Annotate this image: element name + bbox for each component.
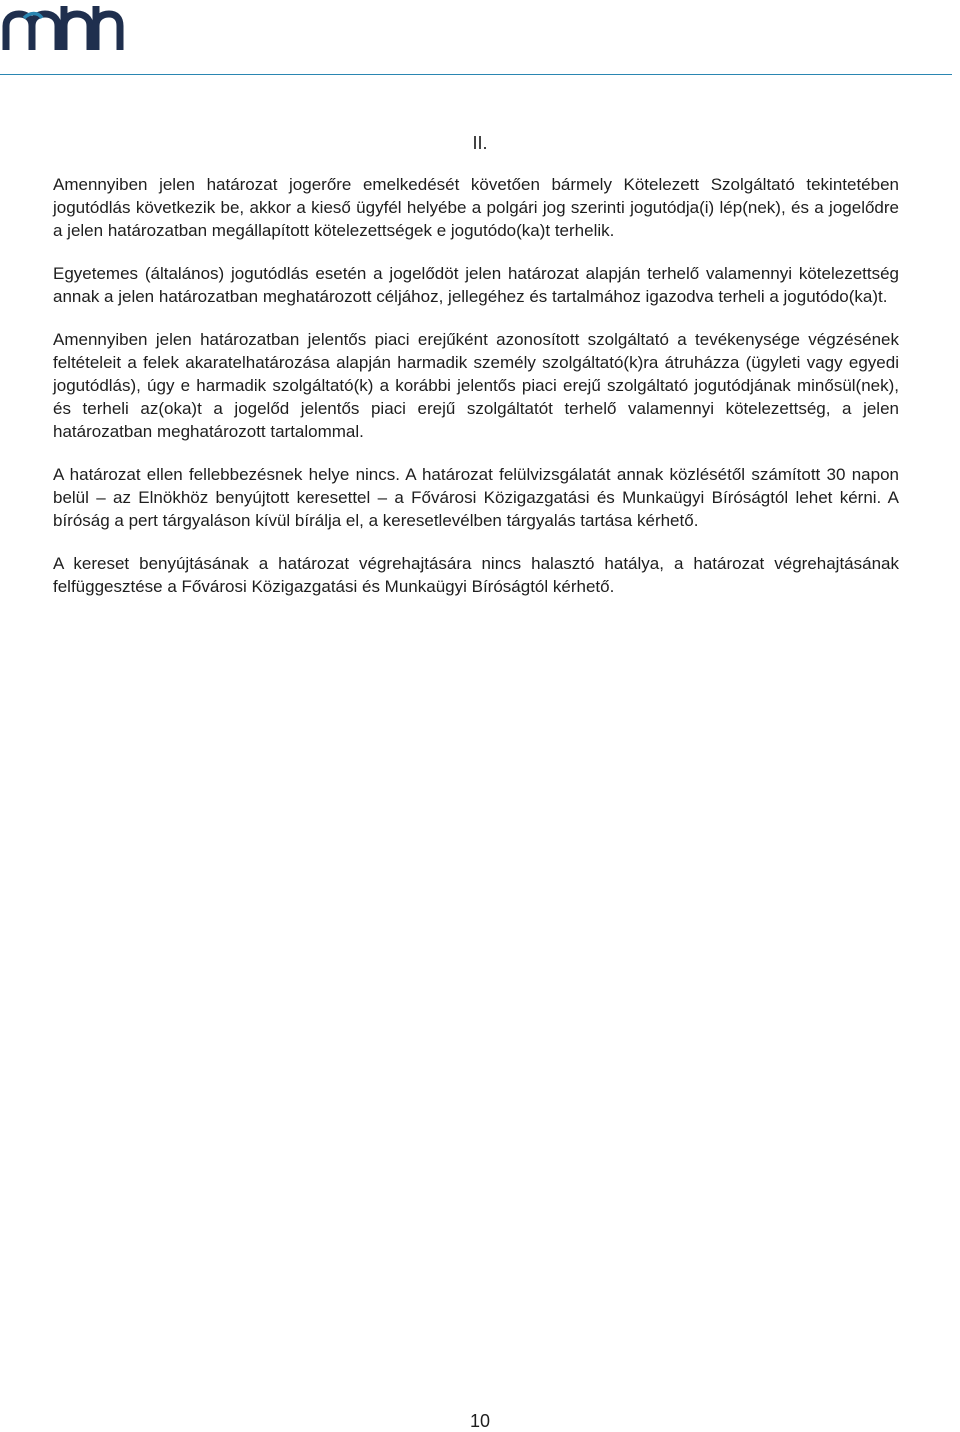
section-heading: II. bbox=[472, 133, 488, 153]
header-rule bbox=[0, 74, 952, 75]
page-header bbox=[0, 0, 960, 80]
paragraph: A határozat ellen fellebbezésnek helye nincs. A határozat felülvizsgálatát annak közlésétől számított 30 napon belül – az Elnökhöz benyújtott keresettel – a Fővárosi Közigazgatási és Munkaügyi Bíróságtól lehet kérni. A bíróság a pert tárgyaláson kívül bírálja el, a keresetlevélben tárgyalás tartása kérhető. bbox=[53, 465, 899, 530]
paragraph: Egyetemes (általános) jogutódlás esetén a jogelődöt jelen határozat alapján terhelő valamennyi kötelezettség annak a jelen határozatban meghatározott céljához, jellegéhez és tartalmához igazodva terheli a jogutódo(ka)t. bbox=[53, 264, 899, 306]
page-number: 10 bbox=[469, 1411, 491, 1431]
paragraph: Amennyiben jelen határozatban jelentős piaci erejűként azonosított szolgáltató a tevékenysége végzésének feltételeit a felek akaratelhatározása alapján harmadik személy szolgáltató(k)ra átruházza (ügyleti vagy egyedi jogutódlás), úgy e harmadik szolgáltató(k) a korábbi jelentős piaci erejű szolgáltató jogutódjának minősül(nek), és terheli az(oka)t a jogelőd jelentős piaci erejű szolgáltatót terhelő valamennyi kötelezettség, a jelen határozatban meghatározott tartalommal. bbox=[53, 330, 899, 441]
paragraph: A kereset benyújtásának a határozat végrehajtására nincs halasztó hatálya, a határozat végrehajtásának felfüggesztése a Fővárosi Közigazgatási és Munkaügyi Bíróságtól kérhető. bbox=[53, 554, 899, 596]
document-body bbox=[53, 173, 899, 618]
paragraph: Amennyiben jelen határozat jogerőre emelkedését követően bármely Kötelezett Szolgáltató tekintetében jogutódlás következik be, akkor a kieső ügyfél helyébe a polgári jog szerinti jogutódja(i) lép(nek), és a jogelődre a jelen határozatban megállapított kötelezettségek e jogutódo(ka)t terhelik. bbox=[53, 175, 899, 240]
nmhh-logo-icon bbox=[0, 2, 124, 52]
